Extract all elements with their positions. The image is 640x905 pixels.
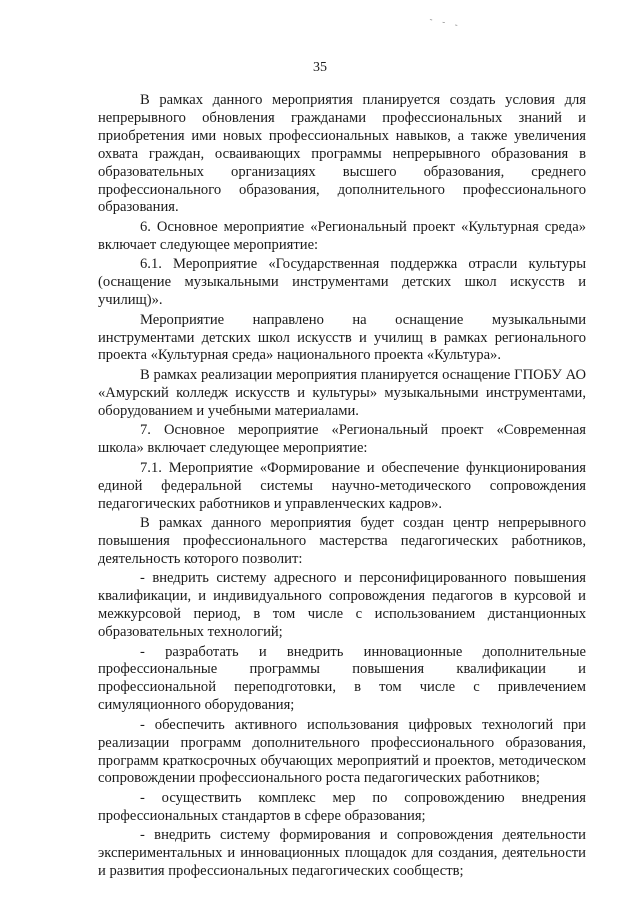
paragraph-6-1: 6.1. Мероприятие «Государственная поддержка отрасли культуры (оснащение музыкальными инструментами детских школ искусств и училищ)».	[98, 256, 586, 309]
paragraph-7-1-center: В рамках данного мероприятия будет создан центр непрерывного повышения профессионального мастерства педагогических работников, деятельность которого позволит:	[98, 515, 586, 567]
list-item: - внедрить систему адресного и персонифицированного повышения квалификации, и индивидуального сопровождения педагогов в курсовой и межкурсовой период, в том числе с использованием дистанционных образовательных технологий;	[98, 570, 586, 641]
paragraph-6: 6. Основное мероприятие «Региональный проект «Культурная среда» включает следующее мероприятие:	[98, 218, 586, 253]
page-number: 35	[313, 60, 327, 75]
paragraph-intro: В рамках данного мероприятия планируется создать условия для непрерывного обновления гражданами профессиональных знаний и приобретения ими новых профессиональных навыков, а также увеличения охвата граждан, осваивающих программы непрерывного образования в образовательных организациях высшего образования, среднего профессионального образования, дополнительного профессионального образования.	[98, 92, 586, 216]
paragraph-6-1-purpose: Мероприятие направлено на оснащение музыкальными инструментами детских школ искусств и училищ в рамках регионального проекта «Культурная среда» национального проекта «Культура».	[98, 311, 586, 364]
list-item: - разработать и внедрить инновационные дополнительные профессиональные программы повышения квалификации и профессиональной переподготовки, в том числе с привлечением симуляционного оборудования;	[98, 643, 586, 714]
paragraph-7-1: 7.1. Мероприятие «Формирование и обеспечение функционирования единой федеральной системы научно-методического сопровождения педагогических работников и управленческих кадров».	[98, 459, 586, 512]
document-body	[98, 92, 586, 883]
list-item: - внедрить систему формирования и сопровождения деятельности экспериментальных и инновационных площадок для создания, деятельности и развития профессиональных педагогических сообществ;	[98, 827, 586, 880]
paragraph-7: 7. Основное мероприятие «Региональный проект «Современная школа» включает следующее мероприятие:	[98, 422, 586, 457]
paragraph-6-1-implementation: В рамках реализации мероприятия планируется оснащение ГПОБУ АО «Амурский колледж искусств и культуры» музыкальными инструментами, оборудованием и учебными материалами.	[98, 366, 586, 419]
scan-artifact: - - -	[427, 14, 461, 32]
list-item: - обеспечить активного использования цифровых технологий при реализации программ дополнительного профессионального образования, программ краткосрочных обучающих мероприятий и проектов, методическом сопровождении профессионального роста педагогических работников;	[98, 716, 586, 787]
list-item: - осуществить комплекс мер по сопровождению внедрения профессиональных стандартов в сфере образования;	[98, 789, 586, 824]
